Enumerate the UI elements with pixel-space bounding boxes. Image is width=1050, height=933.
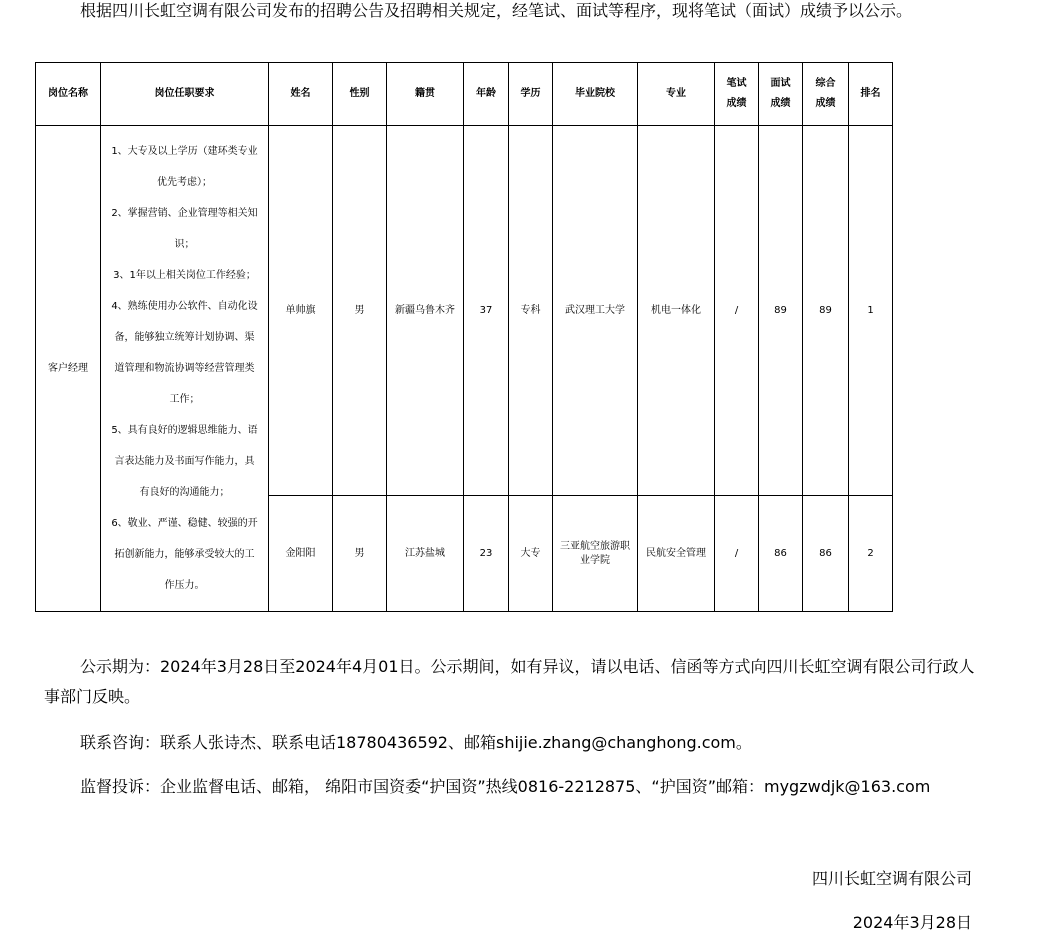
requirement-line: 识； — [174, 239, 195, 250]
candidate-name: 单帅旗 — [269, 126, 333, 496]
requirement-line: 5、具有良好的逻辑思维能力、语 — [111, 425, 258, 436]
results-table — [35, 62, 893, 612]
candidate-age: 23 — [464, 496, 509, 612]
candidate-name: 金阳阳 — [269, 496, 333, 612]
signature-company: 四川长虹空调有限公司 — [811, 869, 972, 888]
candidate-interview-score: 89 — [759, 126, 803, 496]
header-name: 姓名 — [269, 63, 333, 126]
header-total-line1: 综合 — [815, 78, 836, 89]
header-total-line2: 成绩 — [815, 98, 836, 109]
header-gender: 性别 — [333, 63, 387, 126]
requirement-line: 2、掌握营销、企业管理等相关知 — [111, 208, 258, 219]
candidate-major: 机电一体化 — [638, 126, 715, 496]
requirement-line: 道管理和物流协调等经营管理类 — [114, 363, 255, 374]
requirement-line: 优先考虑）； — [157, 177, 212, 188]
requirement-line: 6、敬业、严谨、稳健、较强的开 — [111, 518, 258, 529]
notice-paragraph: 公示期为：2024年3月28日至2024年4月01日。公示期间，如有异议，请以电话、信函等方式向四川长虹空调有限公司行政人事部门反映。 — [44, 657, 975, 706]
table-row — [36, 126, 893, 496]
requirement-line: 有良好的沟通能力； — [139, 487, 230, 498]
header-written-line2: 成绩 — [726, 98, 747, 109]
header-school: 毕业院校 — [553, 63, 638, 126]
candidate-origin: 江苏盐城 — [387, 496, 464, 612]
candidate-total-score: 89 — [803, 126, 849, 496]
requirement-line: 备，能够独立统筹计划协调、渠 — [114, 332, 255, 343]
header-rank: 排名 — [849, 63, 893, 126]
candidate-age: 37 — [464, 126, 509, 496]
requirement-line: 拓创新能力，能够承受较大的工 — [114, 549, 255, 560]
requirements-cell — [101, 126, 269, 612]
header-position: 岗位名称 — [36, 63, 101, 126]
supervision-paragraph: 监督投诉：企业监督电话、邮箱， 绵阳市国资委“护国资”热线0816-2212875、“护国资”邮箱：mygzwdjk@163.com — [80, 777, 931, 796]
requirement-line: 工作； — [169, 394, 200, 405]
header-total-score — [803, 63, 849, 126]
position-cell: 客户经理 — [36, 126, 101, 612]
candidate-rank: 1 — [849, 126, 893, 496]
candidate-written-score: / — [715, 496, 759, 612]
candidate-gender: 男 — [333, 496, 387, 612]
candidate-interview-score: 86 — [759, 496, 803, 612]
candidate-major: 民航安全管理 — [638, 496, 715, 612]
candidate-education: 大专 — [509, 496, 553, 612]
header-major: 专业 — [638, 63, 715, 126]
candidate-total-score: 86 — [803, 496, 849, 612]
header-requirements: 岗位任职要求 — [101, 63, 269, 126]
header-interview-line2: 成绩 — [770, 98, 791, 109]
intro-paragraph: 根据四川长虹空调有限公司发布的招聘公告及招聘相关规定，经笔试、面试等程序，现将笔试（面试）成绩予以公示。 — [80, 1, 913, 20]
contact-paragraph: 联系咨询：联系人张诗杰、联系电话18780436592、邮箱shijie.zhang@changhong.com。 — [80, 733, 752, 752]
requirement-line: 4、熟练使用办公软件、自动化设 — [111, 301, 258, 312]
requirement-line: 作压力。 — [164, 580, 205, 591]
header-written-line1: 笔试 — [726, 78, 747, 89]
candidate-education: 专科 — [509, 126, 553, 496]
candidate-school: 武汉理工大学 — [553, 126, 638, 496]
requirement-line: 言表达能力及书面写作能力，具 — [114, 456, 255, 467]
header-age: 年龄 — [464, 63, 509, 126]
header-written-score — [715, 63, 759, 126]
requirement-line: 3、1年以上相关岗位工作经验； — [113, 270, 256, 281]
table-header-row — [36, 63, 893, 126]
candidate-gender: 男 — [333, 126, 387, 496]
candidate-origin: 新疆乌鲁木齐 — [387, 126, 464, 496]
header-origin: 籍贯 — [387, 63, 464, 126]
candidate-school: 三亚航空旅游职业学院 — [553, 496, 638, 612]
header-interview-score — [759, 63, 803, 126]
header-interview-line1: 面试 — [770, 78, 791, 89]
requirement-line: 1、大专及以上学历（建环类专业 — [111, 146, 258, 157]
candidate-written-score: / — [715, 126, 759, 496]
candidate-rank: 2 — [849, 496, 893, 612]
header-education: 学历 — [509, 63, 553, 126]
signature-date: 2024年3月28日 — [852, 913, 972, 932]
